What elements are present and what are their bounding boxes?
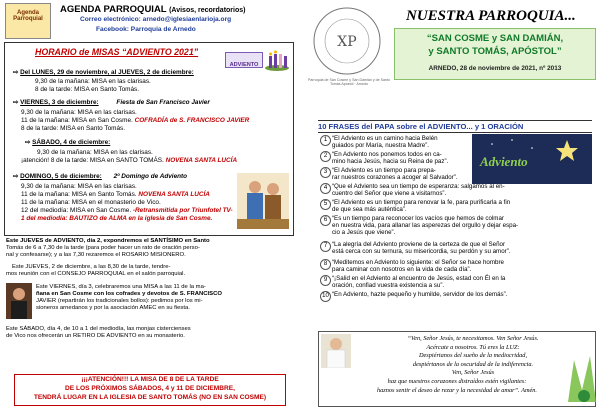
agenda-logo-line: Parroquial	[13, 16, 43, 22]
aviso-misa-cofrades	[36, 284, 294, 312]
aviso-line: nal y confesarse); y a las 7,30 rezaremos el ROSARIO MISIONERO.	[6, 252, 186, 258]
parroquia-date: ARNEDO, 28 de noviembre de 2021, nº 2013	[428, 65, 562, 72]
adviento-badge-label: ADVIENTO	[229, 62, 259, 68]
cofradia-label: COFRADÍA de S. FRANCISCO JAVIER	[134, 117, 250, 124]
frase-number: 9	[320, 275, 331, 286]
oracion-line: Despiértanos del sueño de la mediocridad,	[418, 352, 528, 359]
agenda-title-suffix: (Avisos, recordatorios)	[169, 7, 246, 14]
aviso-santisimo	[6, 238, 294, 259]
arrow-icon: ⇨	[13, 99, 21, 106]
aviso-line: Este VIERNES, día 3, celebraremos una MISA a las 11 de la ma-	[36, 284, 206, 290]
adviento-art-label: Adviento	[480, 154, 528, 169]
mass-line: 9,30 de la mañana: MISA en las clarisas.	[21, 183, 137, 190]
frase-text	[332, 215, 590, 237]
frase-number: 10	[320, 291, 331, 302]
mass-line: 8 de la tarde: MISA en Santo Tomás.	[21, 125, 125, 132]
sabado-header-text: SÁBADO, 4 de diciembre:	[32, 139, 111, 146]
mass-line: 9,30 de la mañana: MISA en las clarisas.	[37, 149, 153, 156]
frase-line: cio a Jesús que viene”.	[332, 229, 396, 237]
frase-number: 1	[320, 135, 331, 146]
frase-line: para caminar con nosotros en la vida de cada día”.	[332, 266, 472, 274]
frase-line: en nuestra vida, para allanar las asperezas del orgullo y dejar espa-	[332, 222, 519, 230]
horario-title-text: HORARIO de MISAS	[35, 47, 120, 57]
oracion-text	[355, 335, 591, 378]
horario-box	[4, 42, 294, 236]
retrans-label: -Retransmitida por Triunfotel TV-	[132, 207, 233, 214]
mass-line-text: ¡atención! 8 de la tarde: MISA en SANTO TOMÁS.	[21, 157, 164, 164]
oracion-box	[318, 331, 596, 407]
mass-line: 9,30 de la mañana: MISA en las clarisas.	[21, 109, 137, 116]
adviento-badge	[225, 52, 263, 68]
mass-line	[21, 117, 249, 125]
aviso-line: Este JUEVES de ADVIENTO, día 2, expondremos el SANTÍSIMO en Santo	[6, 238, 210, 244]
frase-line: “La alegría del Adviento proviene de la certeza de que el Señor	[332, 241, 506, 248]
frase-line: mino hacia Jesús, hacia su Reina de paz”.	[332, 158, 449, 166]
atencion-line: ¡¡¡ATENCIÓN!!! LA MISA DE 8 DE LA TARDE	[81, 376, 219, 383]
arrow-icon: ⇨	[13, 173, 21, 180]
viernes-feast: Fiesta de San Francisco Javier	[116, 99, 210, 106]
frase-line: “El Adviento es un tiempo para prepa-	[332, 167, 436, 174]
frase-line: “El Adviento es un tiempo para renovar la fe, para purificarla a fin	[332, 199, 511, 206]
right-page	[302, 0, 600, 408]
frase-line: cuentro del Señor que viene a visitarnos”.	[332, 190, 447, 198]
frase-line: de que sea más auténtica”.	[332, 206, 407, 214]
aviso-line: Este SÁBADO, día 4, de 10 a 1 del mediodía, las monjas cistercienses	[6, 326, 191, 332]
frase-text	[332, 135, 468, 149]
frase-number: 4	[320, 183, 331, 194]
oracion-line: haznos sentir el deseo de rezar y la necesidad de amar”. Amén.	[376, 386, 538, 394]
agenda-title	[60, 4, 245, 15]
mass-line: 8 de la tarde: MISA en Santo Tomás.	[35, 86, 139, 93]
frases-list	[320, 135, 592, 325]
green-decoration-icon	[564, 350, 598, 404]
frase-line: “Es un tiempo para reconocer los vacíos que hemos de colmar	[332, 215, 504, 222]
aviso-retiro	[6, 326, 294, 340]
aviso-line: Este JUEVES, 2 de diciembre, a las 8,30 de la tarde, tendre-	[12, 264, 171, 270]
frase-text	[332, 241, 590, 255]
mass-line-text: 11 de la mañana: MISA en Santo Tomás.	[21, 191, 137, 198]
left-page	[0, 0, 298, 408]
sabado-header	[25, 139, 110, 147]
frase-line: guiados por María, nuestra Madre”.	[332, 142, 429, 150]
frase-text	[332, 259, 590, 273]
frase-text	[332, 291, 590, 298]
lunes-header	[13, 69, 194, 77]
san-francisco-javier-image	[6, 283, 32, 319]
frase-line: “El Adviento es un camino hacia Belén	[332, 135, 438, 142]
atencion-line: DE LOS PRÓXIMOS SÁBADOS, 4 y 11 DE DICIEMBRE,	[64, 385, 235, 392]
frase-line: “En Adviento, hazte pequeño y humilde, servidor de los demás”.	[332, 291, 508, 298]
frase-line: rar nuestros corazones a acoger al Salvador”.	[332, 174, 458, 182]
arrow-icon: ⇨	[25, 139, 33, 146]
aviso-line: Tomás de 6 a 7,30 de la tarde (para poder hacer un rato de oración perso-	[6, 245, 200, 251]
frase-text	[332, 183, 590, 197]
agenda-email: Correo electrónico: arnedo@iglesiaenlarioja.org	[80, 16, 232, 23]
frase-line: “Que el Adviento sea un tiempo de esperanza: salgamos al en-	[332, 183, 505, 190]
mass-line: 11 de la mañana: MISA en el monasterio de Vico.	[21, 199, 161, 206]
mass-line-text: 11 de la mañana: MISA en San Cosme.	[21, 117, 133, 124]
holy-family-illustration	[237, 173, 289, 229]
agenda-logo-line: Agenda	[16, 10, 39, 16]
frase-number: 6	[320, 215, 331, 226]
frase-number: 3	[320, 167, 331, 178]
frase-line: oración, confiad vuestra existencia a su”.	[332, 282, 445, 290]
aviso-line: de Vico nos ofrecerán un RETIRO DE ADVIENTO en su monasterio.	[6, 333, 185, 339]
frase-line: está cerca con su ternura, su misericordia, su perdón y su amor”.	[332, 248, 511, 256]
parroquia-title: NUESTRA PARROQUIA...	[406, 8, 576, 24]
oracion-line: despiértanos de la oscuridad de la indiferencia.	[412, 360, 534, 368]
domingo-header-text: DOMINGO, 5 de diciembre:	[20, 173, 102, 180]
novena-label: NOVENA SANTA LUCÍA	[138, 191, 210, 198]
pope-image	[321, 334, 351, 368]
mass-line	[21, 191, 210, 199]
viernes-header	[13, 99, 210, 107]
horario-title	[35, 47, 198, 57]
frase-number: 7	[320, 241, 331, 252]
svg-text:XP: XP	[337, 34, 357, 50]
aviso-consejo	[6, 264, 294, 278]
domingo-sub: 2º Domingo de Adviento	[113, 173, 188, 180]
frase-number: 5	[320, 199, 331, 210]
agenda-facebook: Facebook: Parroquia de Arnedo	[96, 26, 196, 33]
aviso-line: mos reunión con el CONSEJO PARROQUIAL en el salón parroquial.	[6, 271, 186, 277]
domingo-header	[13, 173, 187, 181]
frase-text	[332, 199, 590, 213]
aviso-line: JAVIER (repartirán los tradicionales bollos): pedimos por los mi-	[36, 298, 203, 304]
oracion-text-bottom	[323, 378, 591, 395]
arrow-icon: ⇨	[13, 69, 21, 76]
frase-line: “Meditemos en Adviento lo siguiente: el Señor se hace hombre	[332, 259, 504, 266]
mass-line	[21, 157, 237, 165]
parroquia-seal	[312, 6, 382, 76]
frases-title: 10 FRASES del PAPA sobre el ADVIENTO... y 1 ORACIÓN	[318, 120, 592, 133]
parroquia-names-box	[394, 28, 596, 80]
frase-line: “¡Salid en el Adviento al encuentro de Jesús, estad con Él en la	[332, 275, 506, 282]
bautizo-line: 1 del mediodía: BAUTIZO de ALMA en la iglesia de San Cosme.	[21, 215, 213, 222]
aviso-line: sioneros arnedanos y por la asociación AMEC en su fiesta.	[36, 305, 190, 311]
frase-number: 2	[320, 151, 331, 162]
frase-number: 8	[320, 259, 331, 270]
viernes-header-text: VIERNES, 3 de diciembre:	[20, 99, 99, 106]
frase-text	[332, 275, 590, 289]
candle-icon	[263, 46, 291, 72]
frase-text	[332, 151, 468, 165]
mass-line-text: 12 del mediodía: MISA en San Cosme.	[21, 207, 132, 214]
atencion-box	[14, 374, 286, 406]
novena-label: NOVENA SANTA LUCÍA	[165, 157, 238, 164]
agenda-title-main: AGENDA PARROQUIAL	[60, 4, 167, 15]
parroquia-names-1: “SAN COSME y SAN DAMIÁN,	[426, 33, 564, 44]
atencion-line: TENDRÁ LUGAR EN LA IGLESIA DE SANTO TOMÁS (NO EN SAN COSME)	[33, 394, 267, 401]
parroquia-names-2: y SANTO TOMÁS, APÓSTOL”	[428, 46, 562, 57]
seal-text: Parroquia de San Cosme y San Damián y de Santo Tomás Apóstol · Arnedo	[307, 78, 391, 87]
lunes-header-text: Del LUNES, 29 de noviembre, al JUEVES, 2 de diciembre:	[20, 69, 194, 76]
frase-text	[332, 167, 468, 181]
horario-title-date: “ADVIENTO 2021”	[122, 47, 199, 57]
aviso-line: ñana en San Cosme con los cofrades y devotos de S. FRANCISCO	[36, 291, 222, 297]
mass-line	[21, 207, 233, 215]
oracion-line: haz que nuestros corazones distraídos estén vigilantes:	[387, 378, 527, 385]
mass-line: 9,30 de la mañana: MISA en las clarisas.	[35, 78, 151, 85]
agenda-logo	[5, 3, 51, 39]
oracion-line: “Ven, Señor Jesús, te necesitamos. Ven Señor Jesús.	[407, 335, 539, 342]
oracion-line: Ven, Señor Jesús	[451, 369, 495, 376]
frase-line: “En Adviento nos ponemos todos en ca-	[332, 151, 442, 158]
oracion-line: Acércate a nosotros. Tú eres la LUZ:	[426, 343, 520, 351]
